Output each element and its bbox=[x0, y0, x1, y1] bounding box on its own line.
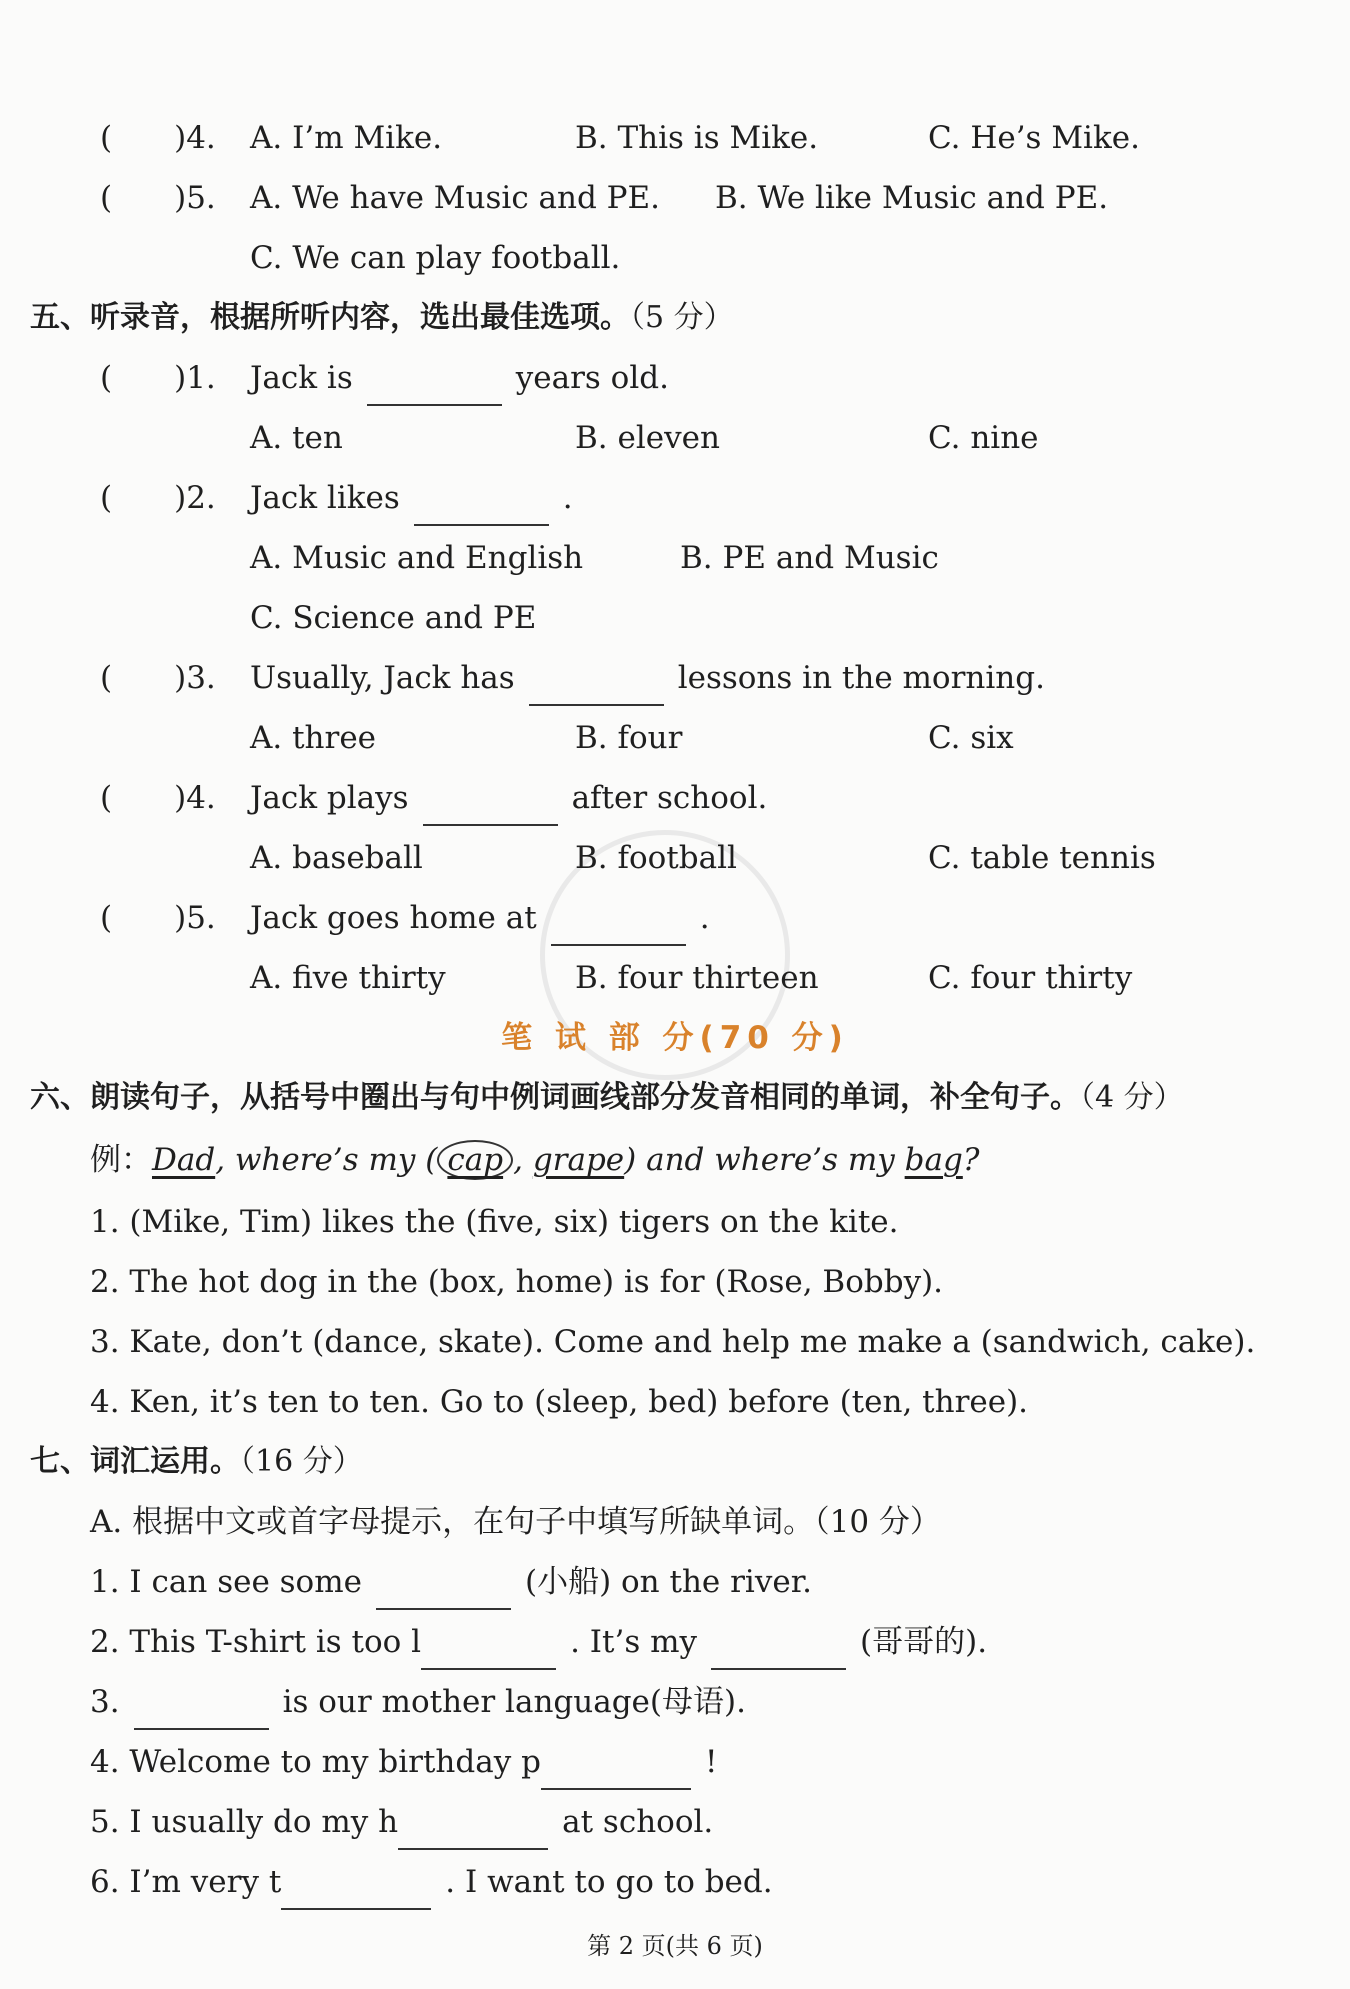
option-b: B. four bbox=[575, 720, 683, 756]
answer-blank[interactable] bbox=[414, 486, 549, 526]
option-c: C. six bbox=[928, 720, 1014, 756]
s7-item-4: 4. Welcome to my birthday p ! bbox=[0, 1734, 1350, 1790]
s7-sub-a: A. 根据中文或首字母提示，在句子中填写所缺单词。（10 分） bbox=[90, 1504, 941, 1540]
s6-line-3: 3. Kate, don’t (dance, skate). Come and help me make a (sandwich, cake). bbox=[90, 1324, 1256, 1360]
answer-blank[interactable] bbox=[134, 1690, 269, 1730]
answer-blank[interactable] bbox=[541, 1750, 691, 1790]
s7-item-1: 1. I can see some (小船) on the river. bbox=[0, 1554, 1350, 1610]
s5-q2-options bbox=[0, 530, 1350, 586]
p4-q5-c: C. We can play football. bbox=[250, 240, 621, 276]
option-c: C. nine bbox=[928, 420, 1039, 456]
option-c: C. four thirty bbox=[928, 960, 1133, 996]
s7-item-2: 2. This T-shirt is too l . It’s my (哥哥的). bbox=[0, 1614, 1350, 1670]
s5-q1: ( )1. Jack is years old. bbox=[0, 350, 1350, 406]
option-a: A. three bbox=[250, 720, 377, 756]
s5-q5-options bbox=[0, 950, 1350, 1006]
circled-answer: cap bbox=[437, 1140, 513, 1180]
p4-q4: ( )4. A. I’m Mike. B. This is Mike. C. He’s Mike. bbox=[100, 120, 1140, 156]
section7-heading: 七、词汇运用。（16 分） bbox=[30, 1444, 363, 1479]
option-c: C. table tennis bbox=[928, 840, 1156, 876]
answer-blank[interactable] bbox=[711, 1630, 846, 1670]
s7-item-6: 6. I’m very t . I want to go to bed. bbox=[0, 1854, 1350, 1910]
option-a: A. Music and English bbox=[250, 540, 584, 576]
s5-q3: ( )3. Usually, Jack has lessons in the morning. bbox=[0, 650, 1350, 706]
s5-q1-options bbox=[0, 410, 1350, 466]
s5-q3-options bbox=[0, 710, 1350, 766]
option-a: A. ten bbox=[250, 420, 343, 456]
answer-blank[interactable] bbox=[367, 366, 502, 406]
answer-blank[interactable] bbox=[551, 906, 686, 946]
s5-q2-options-c bbox=[0, 590, 1350, 646]
s5-q4: ( )4. Jack plays after school. bbox=[0, 770, 1350, 826]
option-a: A. baseball bbox=[250, 840, 423, 876]
answer-blank[interactable] bbox=[398, 1810, 548, 1850]
s6-line-1: 1. (Mike, Tim) likes the (five, six) tigers on the kite. bbox=[90, 1204, 899, 1240]
s6-example: 例：Dad, where’s my ( cap , grape) and where’s my bag? bbox=[90, 1142, 980, 1178]
s5-q4-options bbox=[0, 830, 1350, 886]
answer-blank[interactable] bbox=[421, 1630, 556, 1670]
answer-blank[interactable] bbox=[529, 666, 664, 706]
option-b: B. four thirteen bbox=[575, 960, 819, 996]
written-part-title: 笔 试 部 分(70 分) bbox=[501, 1020, 849, 1056]
option-b: B. eleven bbox=[575, 420, 720, 456]
option-b: B. football bbox=[575, 840, 737, 876]
s7-item-5: 5. I usually do my h at school. bbox=[0, 1794, 1350, 1850]
option-b: B. PE and Music bbox=[680, 540, 939, 576]
s6-line-4: 4. Ken, it’s ten to ten. Go to (sleep, bed) before (ten, three). bbox=[90, 1384, 1029, 1420]
answer-blank[interactable] bbox=[423, 786, 558, 826]
section5-heading: 五、听录音，根据所听内容，选出最佳选项。（5 分） bbox=[30, 300, 734, 335]
p4-q5: ( )5. A. We have Music and PE. B. We like Music and PE. bbox=[100, 180, 1109, 216]
s5-q5: ( )5. Jack goes home at . bbox=[0, 890, 1350, 946]
option-a: A. five thirty bbox=[250, 960, 446, 996]
s5-q2: ( )2. Jack likes . bbox=[0, 470, 1350, 526]
answer-blank[interactable] bbox=[281, 1870, 431, 1910]
answer-blank[interactable] bbox=[376, 1570, 511, 1610]
page-footer: 第 2 页(共 6 页) bbox=[587, 1932, 763, 1960]
section6-heading: 六、朗读句子，从括号中圈出与句中例词画线部分发音相同的单词，补全句子。（4 分） bbox=[30, 1080, 1184, 1115]
option-c: C. Science and PE bbox=[250, 600, 537, 636]
s6-line-2: 2. The hot dog in the (box, home) is for (Rose, Bobby). bbox=[90, 1264, 944, 1300]
s7-item-3: 3. is our mother language(母语). bbox=[0, 1674, 1350, 1730]
